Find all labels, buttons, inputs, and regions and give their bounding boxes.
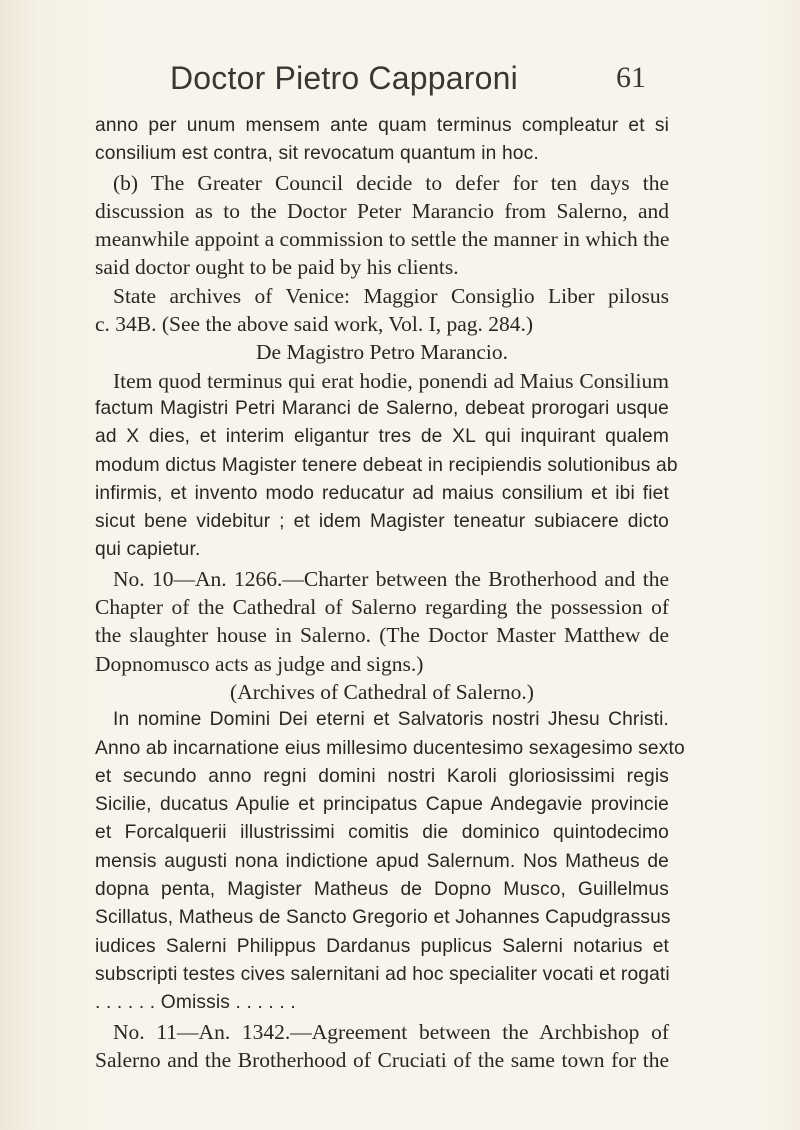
text-line: mensis augusti nona indictione apud Salernum. Nos Matheus de: [95, 850, 669, 872]
page-number: 61: [616, 61, 646, 94]
text-line: et Forcalquerii illustrissimi comitis die dominico quintodecimo: [95, 822, 669, 844]
text-line: the slaughter house in Salerno. (The Doctor Master Matthew de: [95, 623, 669, 648]
text-line: discussion as to the Doctor Peter Marancio from Salerno, and: [95, 198, 669, 223]
text-line: sicut bene videbitur ; et idem Magister teneatur subiacere dicto: [95, 511, 669, 533]
text-line: Salerno and the Brotherhood of Cruciati of the same town for the: [95, 1047, 669, 1072]
omission-line: . . . . . . Omissis . . . . . .: [95, 992, 296, 1014]
text-line: meanwhile appoint a commission to settle the manner in which the: [95, 227, 670, 252]
text-line: Sicilie, ducatus Apulie et principatus Capue Andegavie provincie: [95, 794, 669, 816]
text-line: anno per unum mensem ante quam terminus compleatur et si: [95, 115, 669, 136]
text-line: Item quod terminus qui erat hodie, ponendi ad Maius Consilium: [113, 368, 669, 393]
section-heading: (Archives of Cathedral of Salerno.): [230, 679, 534, 704]
text-line: iudices Salerni Philippus Dardanus puplicus Salerni notarius et: [95, 935, 669, 957]
text-line: Dopnomusco acts as judge and signs.): [95, 651, 424, 676]
text-line: c. 34B. (See the above said work, Vol. I, pag. 284.): [95, 312, 534, 337]
text-line: Anno ab incarnatione eius millesimo ducentesimo sexagesimo sexto: [95, 737, 685, 759]
text-line: infirmis, et invento modo reducatur ad maius consilium et ibi fiet: [95, 482, 669, 504]
page-header: [0, 58, 800, 108]
text-line: Chapter of the Cathedral of Salerno regarding the possession of: [95, 595, 669, 620]
text-line: In nomine Domini Dei eterni et Salvatoris nostri Jhesu Christi.: [113, 709, 669, 731]
text-line: consilium est contra, sit revocatum quantum in hoc.: [95, 143, 539, 165]
page-body: [95, 112, 685, 1074]
text-line: (b) The Greater Council decide to defer for ten days the: [113, 170, 669, 195]
text-line: State archives of Venice: Maggior Consiglio Liber pilosus: [113, 283, 669, 308]
text-line: ad X dies, et interim eligantur tres de XL qui inquirant qualem: [95, 426, 669, 448]
text-line: said doctor ought to be paid by his clients.: [95, 255, 459, 280]
text-line: dopna penta, Magister Matheus de Dopno Musco, Guillelmus: [95, 879, 669, 901]
section-heading: De Magistro Petro Marancio.: [256, 340, 508, 365]
text-line: et secundo anno regni domini nostri Karoli gloriosissimi regis: [95, 765, 669, 787]
text-line: modum dictus Magister tenere debeat in recipiendis solutionibus ab: [95, 454, 678, 476]
text-line: qui capietur.: [95, 539, 201, 561]
text-line: Scillatus, Matheus de Sancto Gregorio et Johannes Capudgrassus: [95, 907, 671, 929]
text-line: subscripti testes cives salernitani ad hoc specialiter vocati et rogati: [95, 963, 670, 985]
running-title: Doctor Pietro Capparoni: [170, 60, 518, 96]
text-line: No. 10—An. 1266.—Charter between the Brotherhood and the: [113, 566, 669, 591]
text-line: factum Magistri Petri Maranci de Salerno, debeat prorogari usque: [95, 397, 669, 419]
text-line: No. 11—An. 1342.—Agreement between the Archbishop of: [113, 1019, 669, 1044]
